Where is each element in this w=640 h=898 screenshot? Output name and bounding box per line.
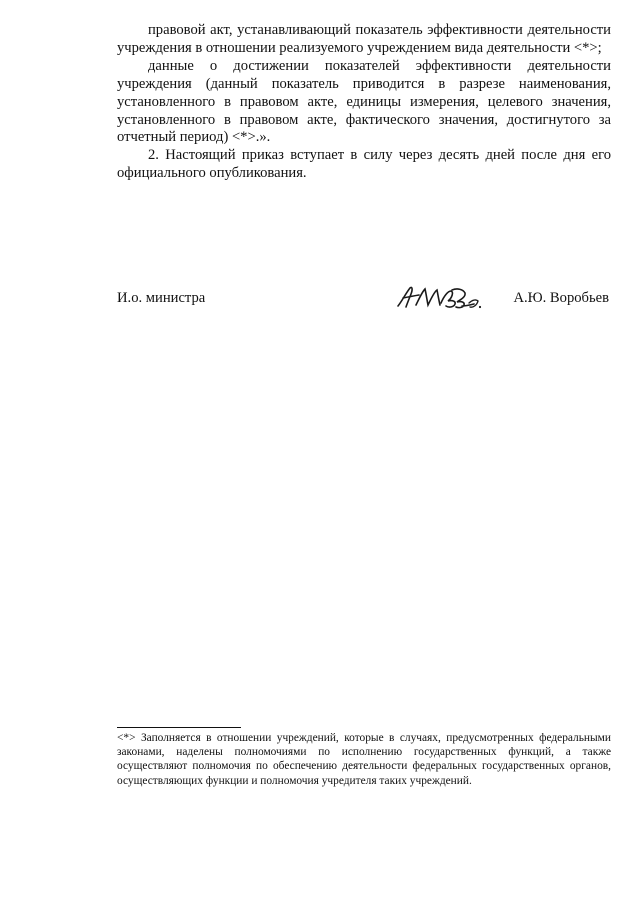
paragraph-performance-data: данные о достижении показателей эффективности деятельности учреждения (данный показатель приводится в разрезе наименования, установленного в правовом акте, единицы измерения, целевого значения, установленного в правовом акте, фактического значения, достигнутого за отчетный период) <*>.». xyxy=(117,57,611,146)
main-text xyxy=(117,22,611,183)
handwritten-signature xyxy=(394,281,486,313)
signature-block xyxy=(117,287,611,317)
paragraph-legal-act: правовой акт, устанавливающий показатель эффективности деятельности учреждения в отношении реализуемого учреждением вида деятельности <*>; xyxy=(117,22,611,56)
signatory-name: А.Ю. Воробьев xyxy=(513,290,609,306)
footnote xyxy=(117,731,611,788)
footnote-text: <*> Заполняется в отношении учреждений, которые в случаях, предусмотренных федеральными законами, наделены полномочиями по исполнению государственных функций, а также осуществляют полномочия по обеспечению деятельности федеральных государственных органов, осуществляющих функции и полномочия учредителя таких учреждений. xyxy=(117,732,611,787)
footnote-separator xyxy=(117,727,241,728)
paragraph-effective-date: 2. Настоящий приказ вступает в силу через десять дней после дня его официального опубликования. xyxy=(117,147,611,182)
signatory-title: И.о. министра xyxy=(117,290,206,306)
